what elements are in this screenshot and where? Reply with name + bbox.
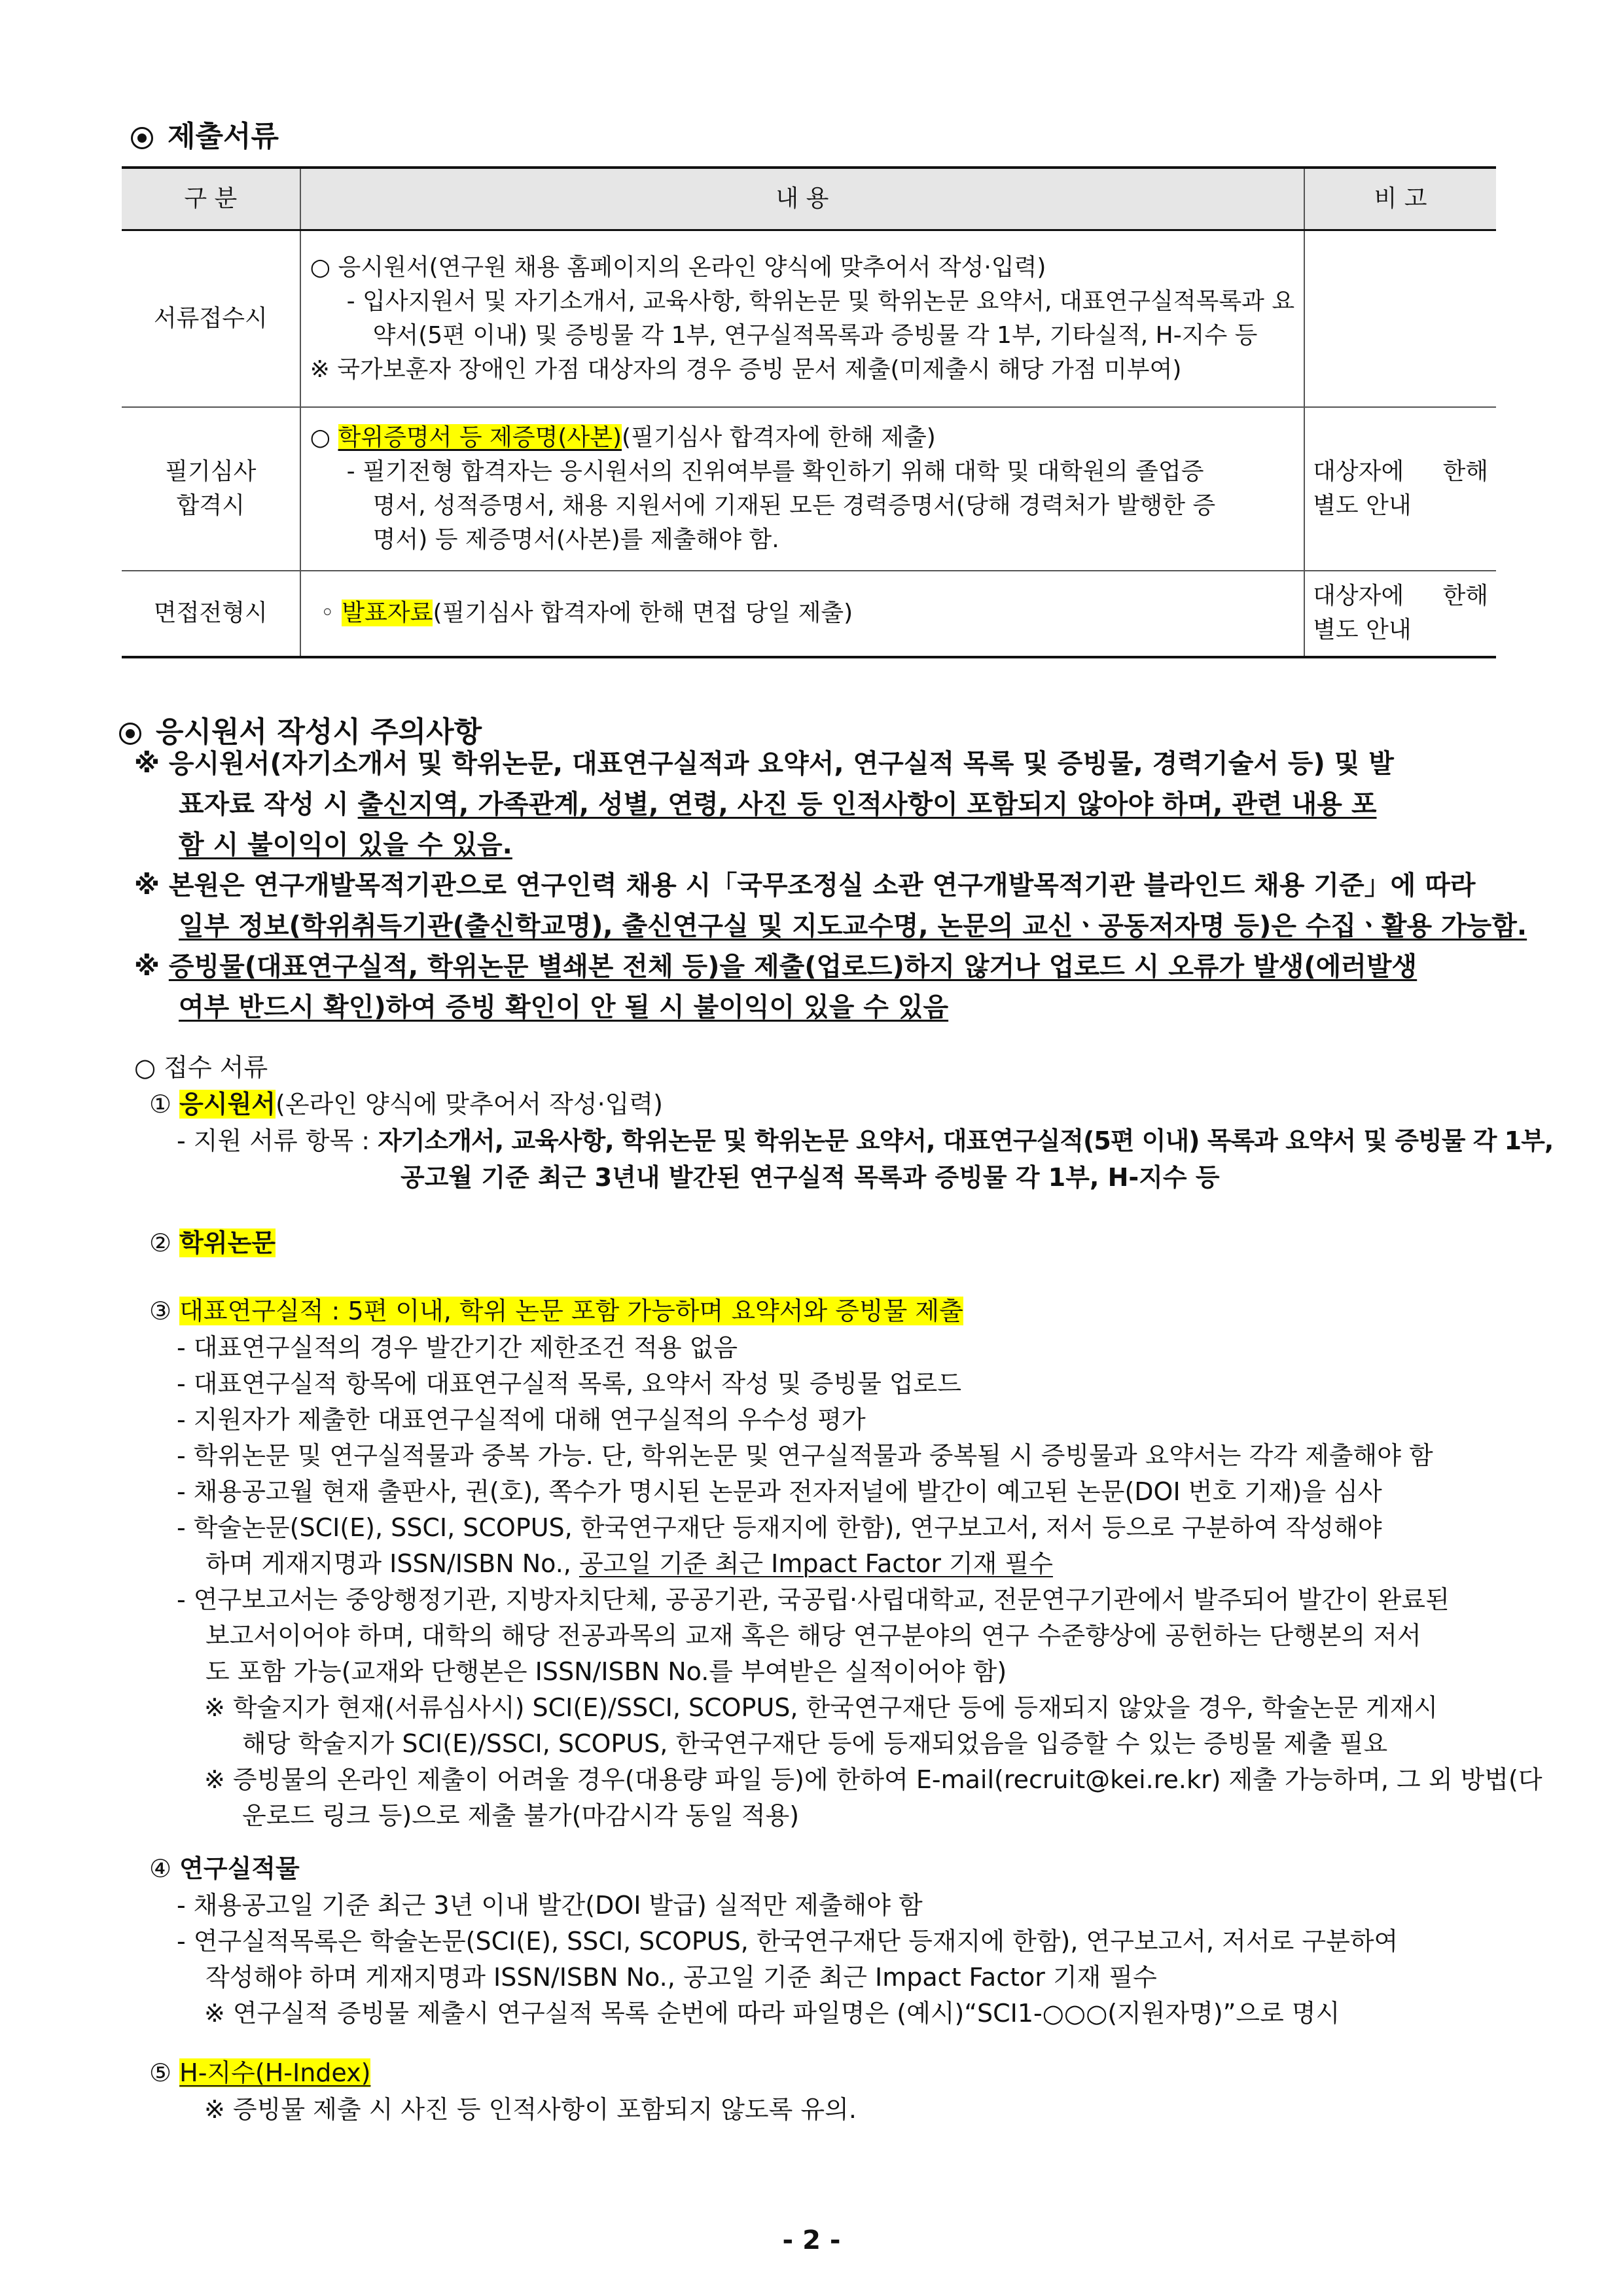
section-title-application-cautions: 응시원서 작성시 주의사항 bbox=[119, 708, 482, 750]
row-content-application: ○ 응시원서(연구원 채용 홈페이지의 온라인 양식에 맞추어서 작성·입력) - 입사지원서 및 자기소개서, 교육사항, 학위논문 및 학위논문 요약서, 대표연구실적목록과 요 약서(5편 이내) 및 증빙물 각 1부, 연구실적목록과 증빙물 각 1부, 기타실적, H-지수 등 ※ 국가보훈자 장애인 가점 대상자의 경우 증빙 문서 제출(미제출시 해당 가점 미부여) bbox=[300, 230, 1304, 407]
highlighted-degree-certificate: 학위증명서 등 제증명(사본) bbox=[338, 423, 622, 451]
item5-note: ※ 증빙물 제출 시 사진 등 인적사항이 포함되지 않도록 유의. bbox=[204, 2095, 857, 2124]
row-note-interview: 대상자에 한해 별도 안내 bbox=[1304, 571, 1496, 657]
receipt-docs-heading: ○ 접수 서류 bbox=[134, 1053, 268, 1082]
submission-docs-table bbox=[122, 166, 1496, 658]
item-application-sub: - 지원 서류 항목 : 자기소개서, 교육사항, 학위논문 및 학위논문 요약서, 대표연구실적(5편 이내) 목록과 요약서 및 증빙물 각 1부, bbox=[177, 1126, 1554, 1155]
header-category: 구 분 bbox=[122, 168, 300, 230]
item-h-index: ⑤ H-지수(H-Index) bbox=[149, 2058, 371, 2087]
row-note-application bbox=[1304, 230, 1496, 407]
circle-bullet-icon bbox=[119, 723, 141, 745]
item-application-form: ① 응시원서(온라인 양식에 맞추어서 작성·입력) bbox=[149, 1090, 663, 1119]
warning-block: ※ 응시원서(자기소개서 및 학위논문, 대표연구실적과 요약서, 연구실적 목록 및 증빙물, 경력기술서 등) 및 발 표자료 작성 시 출신지역, 가족관계, 성별, 연령, 사진 등 인적사항이 포함되지 않아야 하며, 관련 내용 포 함 시 불이익이 있을 수 있음. ※ 본원은 연구개발목적기관으로 연구인력 채용 시「국무조정실 소관 연구개발목적기관 블라인드 채용 기준」에 따라 일부 정보(학위취득기관(출신학교명), 출신연구실 및 지도교수명, 논문의 교신ㆍ공동저자명 등)은 수집ㆍ활용 가능함. ※ 증빙물(대표연구실적, 학위논문 별쇄본 전체 등)을 제출(업로드)하지 않거나 업로드 시 오류가 발생(에러발생 여부 반드시 확인)하여 증빙 확인이 안 될 시 불이익이 있을 수 있음 bbox=[134, 749, 1527, 1022]
section-title-submission-docs: 제출서류 bbox=[131, 113, 279, 154]
highlighted-presentation: 발표자료 bbox=[342, 600, 433, 626]
row-content-interview: ◦ 발표자료(필기심사 합격자에 한해 면접 당일 제출) bbox=[300, 571, 1304, 657]
item-representative-research: ③ 대표연구실적 : 5편 이내, 학위 논문 포함 가능하며 요약서와 증빙물 제출 bbox=[149, 1297, 963, 1325]
item-thesis: ② 학위논문 bbox=[149, 1229, 276, 1257]
row-note-written-pass: 대상자에 한해 별도 안내 bbox=[1304, 407, 1496, 571]
row-label-application: 서류접수시 bbox=[122, 230, 300, 407]
row-content-written-pass: ○ 학위증명서 등 제증명(사본)(필기심사 합격자에 한해 제출) - 필기전형 합격자는 응시원서의 진위여부를 확인하기 위해 대학 및 대학원의 졸업증 명서, 성적증명서, 채용 지원서에 기재된 모든 경력증명서(당해 경력처가 발행한 증 명서) 등 제증명서(사본)를 제출해야 함. bbox=[300, 407, 1304, 571]
header-note: 비 고 bbox=[1304, 168, 1496, 230]
item3-bullets: - 대표연구실적의 경우 발간기간 제한조건 적용 없음 - 대표연구실적 항목에 대표연구실적 목록, 요약서 작성 및 증빙물 업로드 - 지원자가 제출한 대표연구실적에 대해 연구실적의 우수성 평가 - 학위논문 및 연구실적물과 중복 가능. 단, 학위논문 및 연구실적물과 중복될 시 증빙물과 요약서는 각각 제출해야 함 - 채용공고월 현재 출판사, 권(호), 쪽수가 명시된 논문과 전자저널에 발간이 예고된 논문(DOI 번호 기재)을 심사 - 학술논문(SCI(E), SSCI, SCOPUS, 한국연구재단 등재지에 한함), 연구보고서, 저서 등으로 구분하여 작성해야 하며 게재지명과 ISSN/ISBN No., 공고일 기준 최근 Impact Factor 기재 필수 - 연구보고서는 중앙행정기관, 지방자치단체, 공공기관, 국공립·사립대학교, 전문연구기관에서 발주되어 발간이 완료된 보고서이어야 하며, 대학의 해당 전공과목의 교재 혹은 해당 연구분야의 연구 수준향상에 공헌하는 단행본의 저서 도 포함 가능(교재와 단행본은 ISSN/ISBN No.를 부여받은 실적이어야 함) ※ 학술지가 현재(서류심사시) SCI(E)/SSCI, SCOPUS, 한국연구재단 등에 등재되지 않았을 경우, 학술논문 게재시 해당 학술지가 SCI(E)/SSCI, SCOPUS, 한국연구재단 등에 등재되었음을 입증할 수 있는 증빙물 제출 필요 ※ 증빙물의 온라인 제출이 어려울 경우(대용량 파일 등)에 한하여 E-mail(recruit@kei.re.kr) 제출 가능하며, 그 외 방법(다 운로드 링크 등)으로 제출 불가(마감시각 동일 적용) bbox=[177, 1333, 1543, 1830]
page-number: - 2 - bbox=[782, 2225, 841, 2255]
header-content: 내 용 bbox=[300, 168, 1304, 230]
table-row bbox=[122, 230, 1496, 407]
table-header-row bbox=[122, 168, 1496, 230]
row-label-written-pass: 필기심사 합격시 bbox=[122, 407, 300, 571]
row-label-interview: 면접전형시 bbox=[122, 571, 300, 657]
table-row bbox=[122, 571, 1496, 657]
item-application-sub-line2: 공고월 기준 최근 3년내 발간된 연구실적 목록과 증빙물 각 1부, H-지수 등 bbox=[401, 1163, 1220, 1192]
item4-bullets: - 채용공고일 기준 최근 3년 이내 발간(DOI 발급) 실적만 제출해야 함 - 연구실적목록은 학술논문(SCI(E), SSCI, SCOPUS, 한국연구재단 등재지에 한함), 연구보고서, 저서로 구분하여 작성해야 하며 게재지명과 ISSN/ISBN No., 공고일 기준 최근 Impact Factor 기재 필수 ※ 연구실적 증빙물 제출시 연구실적 목록 순번에 따라 파일명은 (예시)“SCI1-○○○(지원자명)”으로 명시 bbox=[177, 1891, 1399, 2028]
item-research-output: ④ 연구실적물 bbox=[149, 1854, 300, 1883]
table-row bbox=[122, 407, 1496, 571]
circle-bullet-icon bbox=[131, 127, 153, 149]
